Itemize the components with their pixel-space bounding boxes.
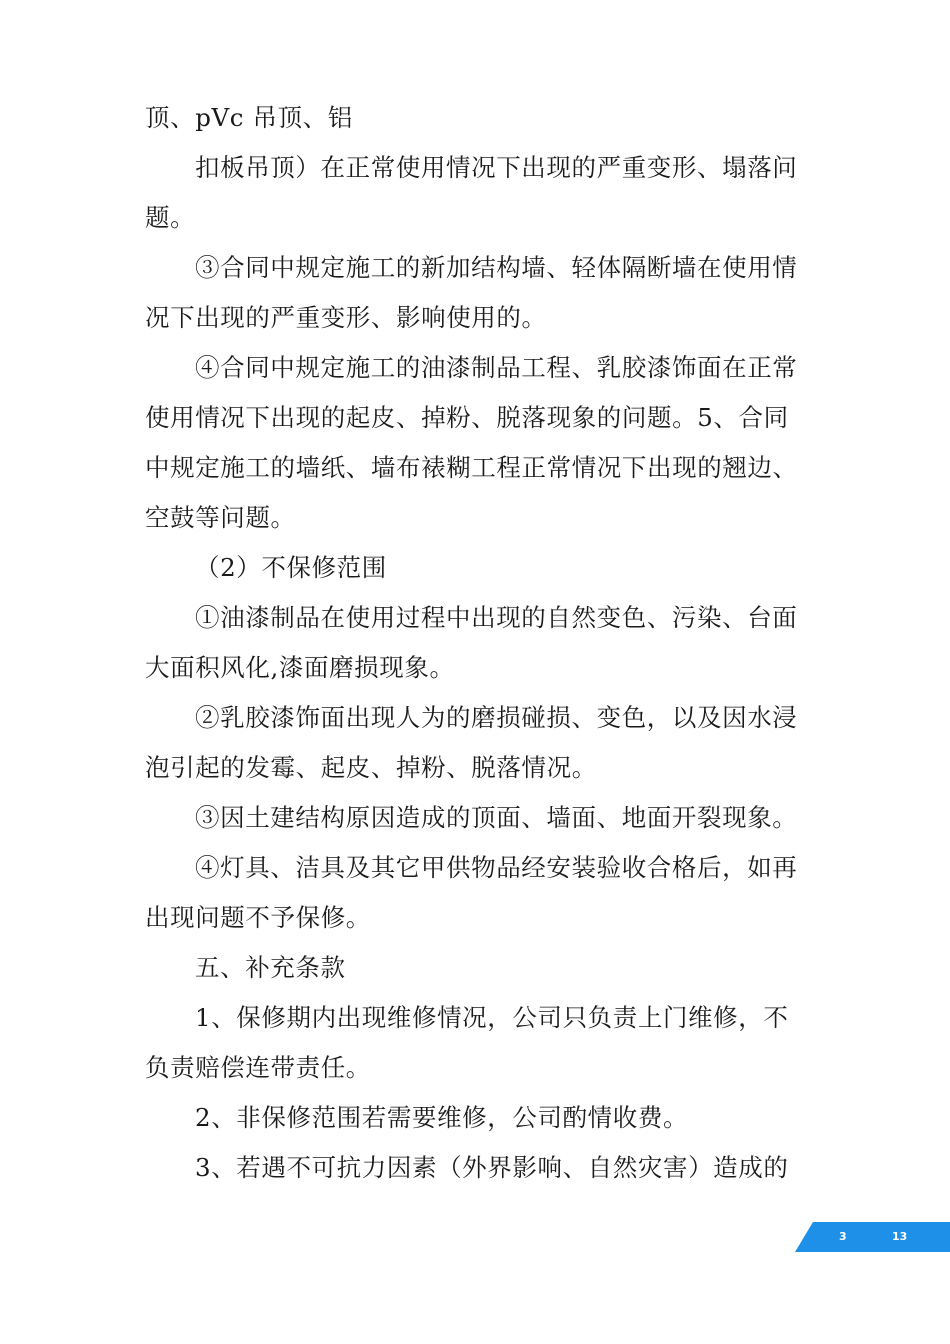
text-line: 空鼓等问题。 bbox=[145, 503, 296, 532]
page-footer-bar bbox=[795, 1222, 950, 1252]
current-page-number: 3 bbox=[839, 1230, 847, 1243]
text-line: 3、若遇不可抗力因素（外界影响、自然灾害）造成的 bbox=[195, 1153, 789, 1182]
text-line: 大面积风化,漆面磨损现象。 bbox=[145, 653, 455, 682]
text-line: ④合同中规定施工的油漆制品工程、乳胶漆饰面在正常 bbox=[195, 353, 798, 382]
text-line: 1、保修期内出现维修情况，公司只负责上门维修，不 bbox=[195, 1003, 789, 1032]
total-pages-number: 13 bbox=[892, 1230, 908, 1243]
text-line: ①油漆制品在使用过程中出现的自然变色、污染、台面 bbox=[195, 603, 798, 632]
text-line: ②乳胶漆饰面出现人为的磨损碰损、变色，以及因水浸 bbox=[195, 703, 798, 732]
text-line: ③因土建结构原因造成的顶面、墙面、地面开裂现象。 bbox=[195, 803, 798, 832]
text-line: 2、非保修范围若需要维修，公司酌情收费。 bbox=[195, 1103, 689, 1132]
text-line: 题。 bbox=[145, 203, 196, 232]
footer-bar-shape bbox=[795, 1222, 950, 1252]
text-line: ④灯具、洁具及其它甲供物品经安装验收合格后，如再 bbox=[195, 853, 798, 882]
text-line: 况下出现的严重变形、影响使用的。 bbox=[145, 303, 547, 332]
text-line: 扣板吊顶）在正常使用情况下出现的严重变形、塌落问 bbox=[195, 153, 798, 182]
text-line: 顶、pVc 吊顶、铝 bbox=[145, 103, 353, 132]
text-line: 中规定施工的墙纸、墙布裱糊工程正常情况下出现的翘边、 bbox=[145, 453, 798, 482]
section-heading: 五、补充条款 bbox=[195, 953, 346, 982]
text-line: 使用情况下出现的起皮、掉粉、脱落现象的问题。5、合同 bbox=[145, 403, 789, 432]
text-line: 泡引起的发霉、起皮、掉粉、脱落情况。 bbox=[145, 753, 597, 782]
text-line: 出现问题不予保修。 bbox=[145, 903, 371, 932]
text-line: ③合同中规定施工的新加结构墙、轻体隔断墙在使用情 bbox=[195, 253, 798, 282]
text-line: 负责赔偿连带责任。 bbox=[145, 1053, 371, 1082]
section-subheading: （2）不保修范围 bbox=[195, 553, 387, 582]
